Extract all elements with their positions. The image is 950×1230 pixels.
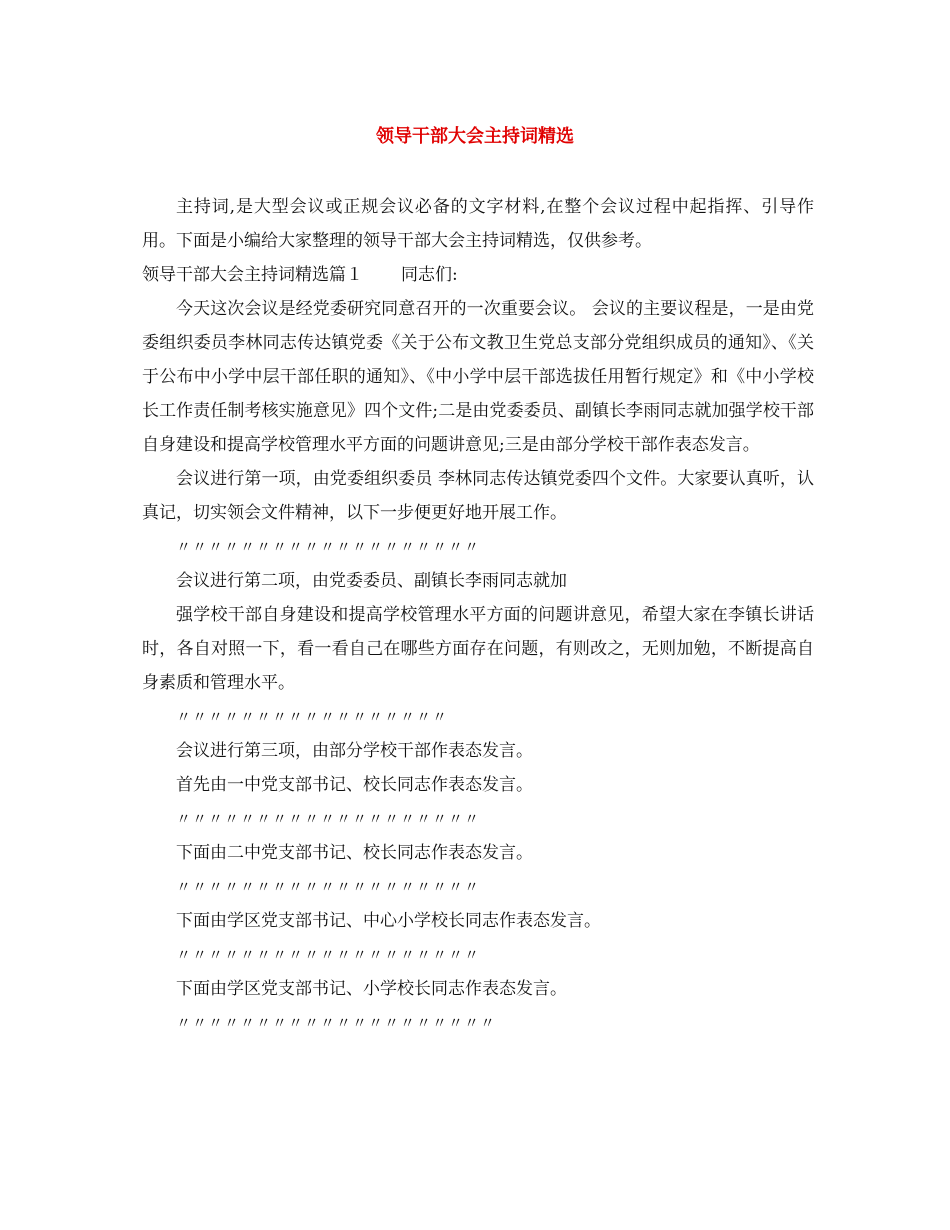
ditto-marks: 〃〃〃〃〃〃〃〃〃〃〃〃〃〃〃〃〃 <box>176 708 449 726</box>
item-two-continued-paragraph: 强学校干部自身建设和提高学校管理水平方面的问题讲意见，希望大家在李镇长讲话时，各自对照一下，看一看自己在哪些方面存在问题，有则改之，无则加勉，不断提高自身素质和管理水平。 <box>142 605 814 693</box>
greeting: 同志们: <box>401 265 458 285</box>
ditto-marks: 〃〃〃〃〃〃〃〃〃〃〃〃〃〃〃〃〃〃〃 <box>176 810 481 828</box>
speaker-three-paragraph: 下面由学区党支部书记、中心小学校长同志作表态发言。 <box>176 911 601 931</box>
ditto-marks: 〃〃〃〃〃〃〃〃〃〃〃〃〃〃〃〃〃〃〃 <box>176 878 481 896</box>
speaker-one-paragraph: 首先由一中党支部书记、校长同志作表态发言。 <box>176 775 533 795</box>
document-title: 领导干部大会主持词精选 <box>376 126 574 147</box>
agenda-paragraph: 今天这次会议是经党委研究同意召开的一次重要会议。 会议的主要议程是，一是由党委组织委员李林同志传达镇党委《关于公布文教卫生党总支部分党组织成员的通知》、《关于公布中小学中层干部任职的通知》、《中小学中层干部选拔任用暂行规定》和《中小学校长工作责任制考核实施意见》四个文件;二是由党委委员、副镇长李雨同志就加强学校干部自身建设和提高学校管理水平方面的问题讲意见;三是由部分学校干部作表态发言。 <box>142 299 814 455</box>
ditto-marks: 〃〃〃〃〃〃〃〃〃〃〃〃〃〃〃〃〃〃〃 <box>176 538 481 556</box>
section-heading-line <box>142 258 814 292</box>
document-body <box>142 190 814 1040</box>
intro-paragraph: 主持词,是大型会议或正规会议必备的文字材料,在整个会议过程中起指挥、引导作用。下面是小编给大家整理的领导干部大会主持词精选，仅供参考。 <box>142 197 814 251</box>
speaker-two-paragraph: 下面由二中党支部书记、校长同志作表态发言。 <box>176 843 533 863</box>
item-three-paragraph: 会议进行第三项，由部分学校干部作表态发言。 <box>176 741 533 761</box>
ditto-marks: 〃〃〃〃〃〃〃〃〃〃〃〃〃〃〃〃〃〃〃 <box>176 946 481 964</box>
speaker-four-paragraph: 下面由学区党支部书记、小学校长同志作表态发言。 <box>176 979 567 999</box>
item-two-paragraph: 会议进行第二项，由党委委员、副镇长李雨同志就加 <box>176 571 567 591</box>
section-heading: 领导干部大会主持词精选篇１ <box>142 265 363 285</box>
ditto-marks: 〃〃〃〃〃〃〃〃〃〃〃〃〃〃〃〃〃〃〃〃 <box>176 1014 497 1032</box>
item-one-paragraph: 会议进行第一项，由党委组织委员 李林同志传达镇党委四个文件。大家要认真听，认真记，切实领会文件精神，以下一步便更好地开展工作。 <box>142 469 814 523</box>
